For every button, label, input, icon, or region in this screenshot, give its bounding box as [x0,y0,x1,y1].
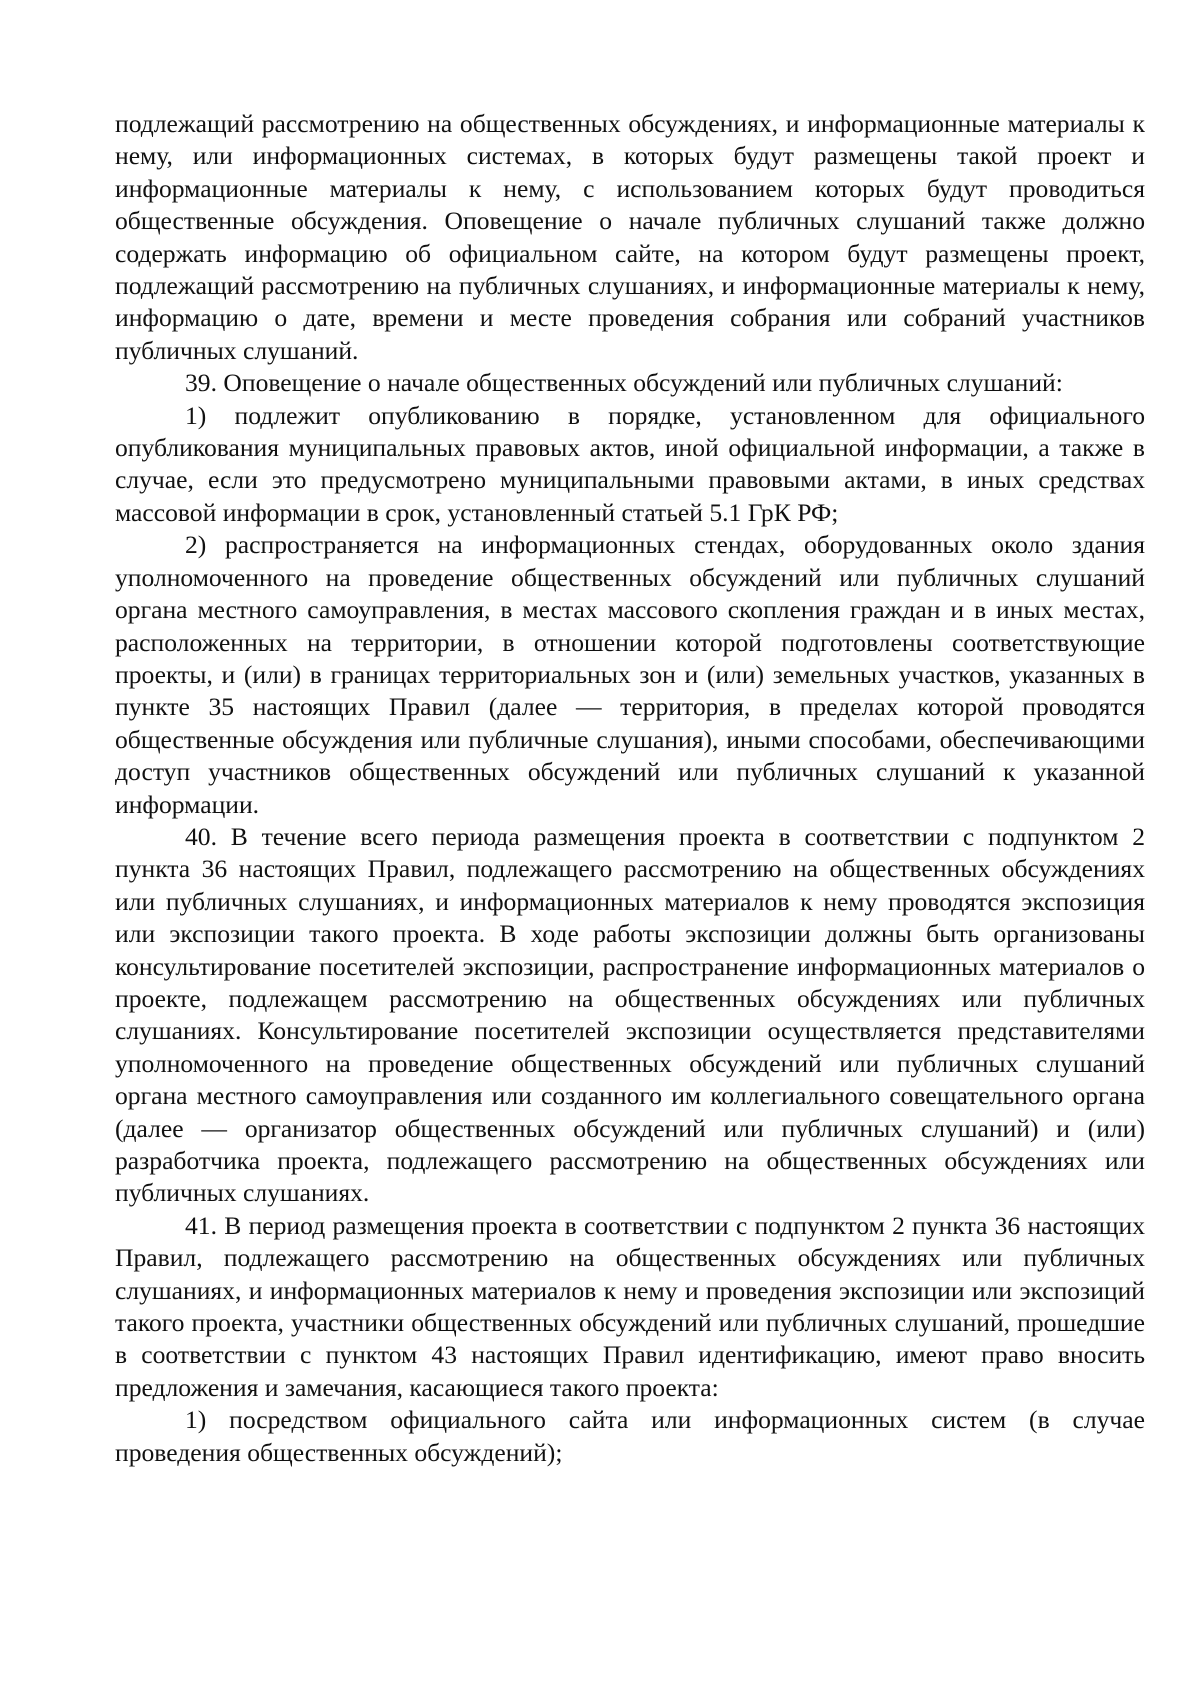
paragraph-39-item-2: 2) распространяется на информационных стендах, оборудованных около здания уполномоченного на проведение общественных обсуждений или публичных слушаний органа местного самоуправления, в местах массового скопления граждан и в иных местах, расположенных на территории, в отношении которой подготовлены соответствующие проекты, и (или) в границах территориальных зон и (или) земельных участков, указанных в пункте 35 настоящих Правил (далее — территория, в пределах которой проводятся общественные обсуждения или публичные слушания), иными способами, обеспечивающими доступ участников общественных обсуждений или публичных слушаний к указанной информации. [115,530,1145,819]
paragraph-41-item-1: 1) посредством официального сайта или информационных систем (в случае проведения общественных обсуждений); [115,1405,1145,1467]
paragraph-39-item-1: 1) подлежит опубликованию в порядке, установленном для официального опубликования муниципальных правовых актов, иной официальной информации, а также в случае, если это предусмотрено муниципальными правовыми актами, в иных средствах массовой информации в срок, установленный статьей 5.1 ГрК РФ; [115,400,1145,527]
paragraph-39: 39. Оповещение о начале общественных обсуждений или публичных слушаний: [185,368,1063,398]
document-page [115,108,1145,1469]
paragraph-41: 41. В период размещения проекта в соответствии с подпунктом 2 пункта 36 настоящих Правил, подлежащего рассмотрению на общественных обсуждениях или публичных слушаниях, и информационных материалов к нему и проведения экспозиции или экспозиций такого проекта, участники общественных обсуждений или публичных слушаний, прошедшие в соответствии с пунктом 43 настоящих Правил идентификацию, имеют право вносить предложения и замечания, касающиеся такого проекта: [115,1210,1145,1402]
paragraph-continuation: подлежащий рассмотрению на общественных обсуждениях, и информационные материалы к нему, или информационных системах, в которых будут размещены такой проект и информационные материалы к нему, с использованием которых будут проводиться общественные обсуждения. Оповещение о начале публичных слушаний также должно содержать информацию об официальном сайте, на котором будут размещены проект, подлежащий рассмотрению на публичных слушаниях, и информационные материалы к нему, информацию о дате, времени и месте проведения собрания или собраний участников публичных слушаний. [115,109,1145,365]
paragraph-40: 40. В течение всего периода размещения проекта в соответствии с подпунктом 2 пункта 36 настоящих Правил, подлежащего рассмотрению на общественных обсуждениях или публичных слушаниях, и информационных материалов к нему проводятся экспозиция или экспозиции такого проекта. В ходе работы экспозиции должны быть организованы консультирование посетителей экспозиции, распространение информационных материалов о проекте, подлежащем рассмотрению на общественных обсуждениях или публичных слушаниях. Консультирование посетителей экспозиции осуществляется представителями уполномоченного на проведение общественных обсуждений или публичных слушаний органа местного самоуправления или созданного им коллегиального совещательного органа (далее — организатор общественных обсуждений или публичных слушаний) и (или) разработчика проекта, подлежащего рассмотрению на общественных обсуждениях или публичных слушаниях. [115,821,1145,1208]
